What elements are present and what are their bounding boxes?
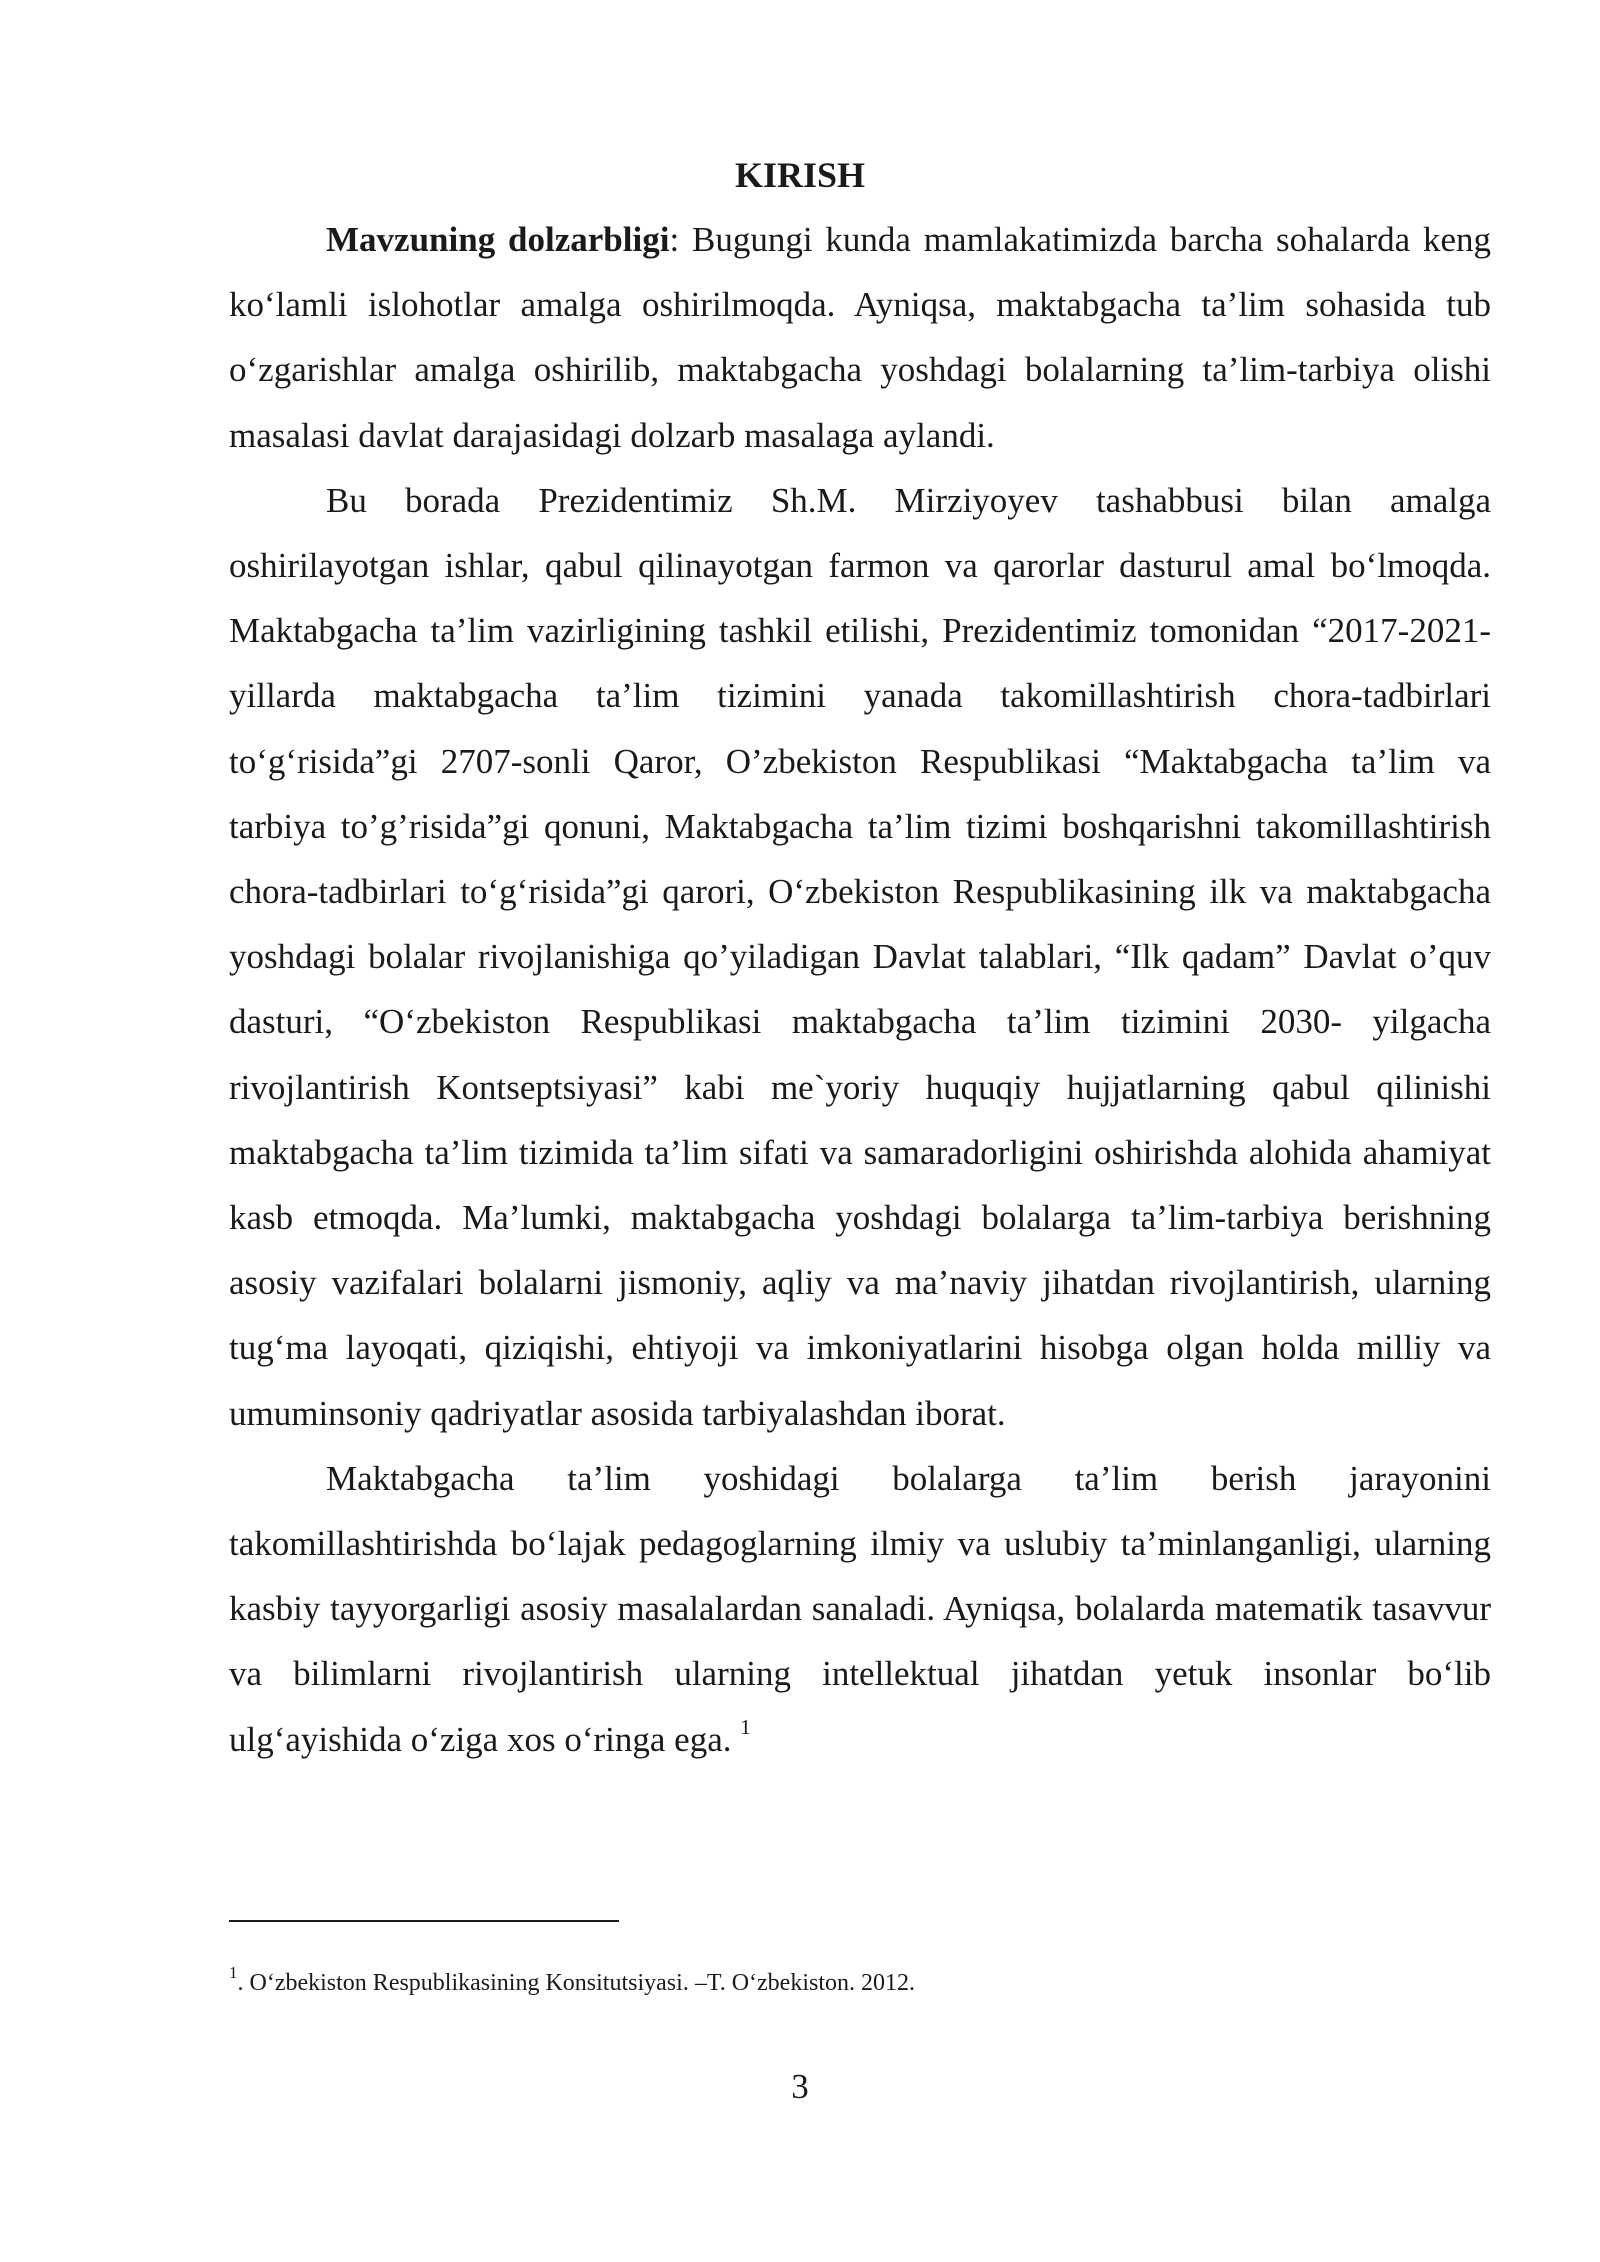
footnote [229, 1963, 1491, 2000]
footnote-separator [229, 1920, 619, 1922]
footnote-text: . O‘zbekiston Respublikasining Konsitutsiyasi. –T. O‘zbekiston. 2012. [237, 1970, 915, 1996]
paragraph-relevance [229, 207, 1491, 468]
paragraph-text: Bu borada Prezidentimiz Sh.M. Mirziyoyev tashabbusi bilan amalga oshirilayotgan ishlar, qabul qilinayotgan farmon va qarorlar dasturul amal bo‘lmoqda. Maktabgacha ta’lim vazirligining tashkil etilishi, Prezidentimiz tomonidan “2017-2021-yillarda maktabgacha ta’lim tizimini yanada takomillashtirish chora-tadbirlari to‘g‘risida”gi 2707-sonli Qaror, O’zbekiston Respublikasi “Maktabgacha ta’lim va tarbiya to’g’risida”gi qonuni, Maktabgacha ta’lim tizimi boshqarishni takomillashtirish chora-tadbirlari to‘g‘risida”gi qarori, O‘zbekiston Respublikasining ilk va maktabgacha yoshdagi bolalar rivojlanishiga qo’yiladigan Davlat talablari, “Ilk qadam” Davlat o’quv dasturi, “O‘zbekiston Respublikasi maktabgacha ta’lim tizimini 2030- yilgacha rivojlantirish Kontseptsiyasi” kabi me`yoriy huquqiy hujjatlarning qabul qilinishi maktabgacha ta’lim tizimida ta’lim sifati va samaradorligini oshirishda alohida ahamiyat kasb etmoqda. Ma’lumki, maktabgacha yoshdagi bolalarga ta’lim-tarbiya berishning asosiy vazifalari bolalarni jismoniy, aqliy va ma’naviy jihatdan rivojlantirish, ularning tug‘ma layoqati, qiziqishi, ehtiyoji va imkoniyatlarini hisobga olgan holda milliy va umuminsoniy qadriyatlar asosida tarbiyalashdan iborat. [229, 480, 1491, 1433]
body-text [229, 207, 1491, 1772]
page-heading: KIRISH [734, 155, 866, 195]
footnote-marker: 1 [229, 1963, 238, 1982]
paragraph-text: Maktabgacha ta’lim yoshidagi bolalarga ta’lim berish jarayonini takomillashtirishda bo‘lajak pedagoglarning ilmiy va uslubiy ta’minlanganligi, ularning kasbiy tayyorgarligi asosiy masalalardan sanaladi. Ayniqsa, bolalarda matematik tasavvur va bilimlarni rivojlantirish ularning intellektual jihatdan yetuk insonlar bo‘lib ulg‘ayishida o‘ziga xos o‘ringa ega. [229, 1458, 1491, 1759]
paragraph-text: : Bugungi kunda mamlakatimizda barcha sohalarda keng ko‘lamli islohotlar amalga oshirilmoqda. Ayniqsa, maktabgacha ta’lim sohasida tub o‘zgarishlar amalga oshirilib, maktabgacha yoshdagi bolalarning ta’lim-tarbiya olishi masalasi davlat darajasidagi dolzarb masalaga aylandi. [229, 220, 1491, 455]
page-number: 3 [791, 2067, 809, 2106]
paragraph-pedagogy [229, 1446, 1491, 1772]
paragraph-legislation [229, 468, 1491, 1446]
footnote-reference[interactable]: 1 [740, 1714, 751, 1739]
relevance-lead: Mavzuning dolzarbligi [326, 220, 670, 259]
